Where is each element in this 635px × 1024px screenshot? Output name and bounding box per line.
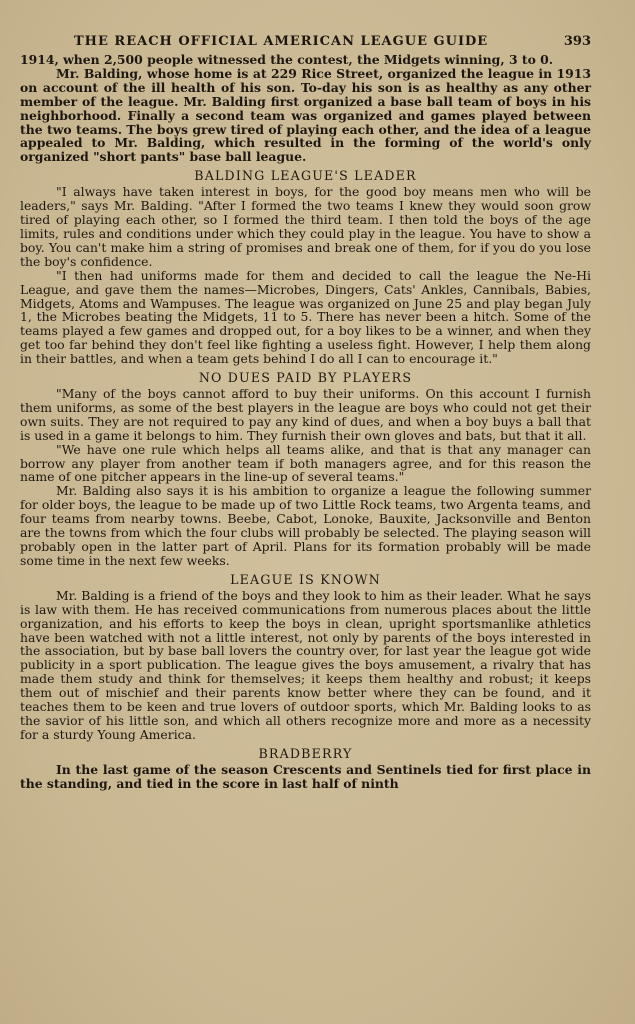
heading-bradberry: BRADBERRY	[258, 745, 353, 761]
paragraph-8: Mr. Balding is a friend of the boys and they look to him as their leader. What he says is law with them. He has received communications from numerous places about the little organization, and his efforts to keep the boys in clean, upright sportsmanlike athletics have been watched with not a little interest, not only by parents of the boys interested in the association, but by base ball lovers the country over, for last year the league got wide publicity in a sport publication. The league gives the boys amusement, a rivalry that has made them study and think for themselves; it keeps them healthy and robust; it keeps them out of mischief and their parents know better where they can be found, and it teaches them to be keen and true lovers of outdoor sports, which Mr. Balding looks to as the savior of his little son, and which all others recognize more and more as a necessity for a sturdy Young America.	[20, 587, 591, 742]
paragraph-5: "Many of the boys cannot afford to buy their uniforms. On this account I furnish them uniforms, as some of the best players in the league are boys who could not get their own suits. They are not required to pay any kind of dues, and when a boy buys a ball that is used in a game it belongs to him. They furnish their own gloves and bats, but that it all.	[20, 386, 591, 443]
paragraph-3: "I always have taken interest in boys, for the good boy means men who will be leaders," says Mr. Balding. "After I formed the two teams I knew they would soon grow tired of playing each other, so I formed the third team. I then told the boys of the age limits, rules and conditions under which they could play in the league. You have to show a boy. You can't make him a string of promises and break one of them, for if you do you lose the boy's confidence.	[20, 184, 591, 269]
heading-balding-leagues-leader: BALDING LEAGUE'S LEADER	[194, 168, 417, 184]
article-body	[20, 53, 591, 791]
heading-league-is-known: LEAGUE IS KNOWN	[230, 571, 381, 587]
paragraph-4: "I then had uniforms made for them and decided to call the league the Ne-Hi League, and gave them the names—Microbes, Dingers, Cats' Ankles, Cannibals, Babies, Midgets, Atoms and Wampuses. The league was organized on June 25 and play began July 1, the Microbes beating the Midgets, 11 to 5. There has never been a hitch. Some of the teams played a few games and dropped out, for a boy likes to be a winner, and when they get too far behind they don't feel like fighting a useless fight. However, I help them along in their battles, and when a team gets behind I do all I can to encourage it."	[20, 267, 591, 367]
guide-title: THE REACH OFFICIAL AMERICAN LEAGUE GUIDE	[74, 34, 489, 49]
paragraph-1: 1914, when 2,500 people witnessed the contest, the Midgets winning, 3 to 0.	[20, 52, 554, 67]
heading-no-dues-paid: NO DUES PAID BY PLAYERS	[198, 370, 413, 386]
page-number: 393	[563, 34, 591, 49]
paragraph-6: "We have one rule which helps all teams alike, and that is that any manager can borrow any player from another team if both managers agree, and for this reason the name of one pitcher appears in the line-up of several teams."	[20, 441, 591, 485]
paragraph-9: In the last game of the season Crescents and Sentinels tied for first place in the standing, and tied in the score in last half of ninth	[20, 761, 591, 791]
paragraph-7: Mr. Balding also says it is his ambition to organize a league the following summer for older boys, the league to be made up of two Little Rock teams, two Argenta teams, and four teams from nearby towns. Beebe, Cabot, Lonoke, Bauxite, Jacksonville and Benton are the towns from which the four clubs will probably be selected. The playing season will probably open in the latter part of April. Plans for its formation probably will be made some time in the next few weeks.	[20, 483, 591, 568]
running-head	[74, 34, 591, 49]
paragraph-2: Mr. Balding, whose home is at 229 Rice Street, organized the league in 1913 on account of the ill health of his son. To-day his son is as healthy as any other member of the league. Mr. Balding first organized a base ball team of boys in his neighborhood. Finally a second team was organized and games played between the two teams. The boys grew tired of playing each other, and the idea of a league appealed to Mr. Balding, which resulted in the forming of the world's only organized "short pants" base ball league.	[20, 65, 591, 165]
